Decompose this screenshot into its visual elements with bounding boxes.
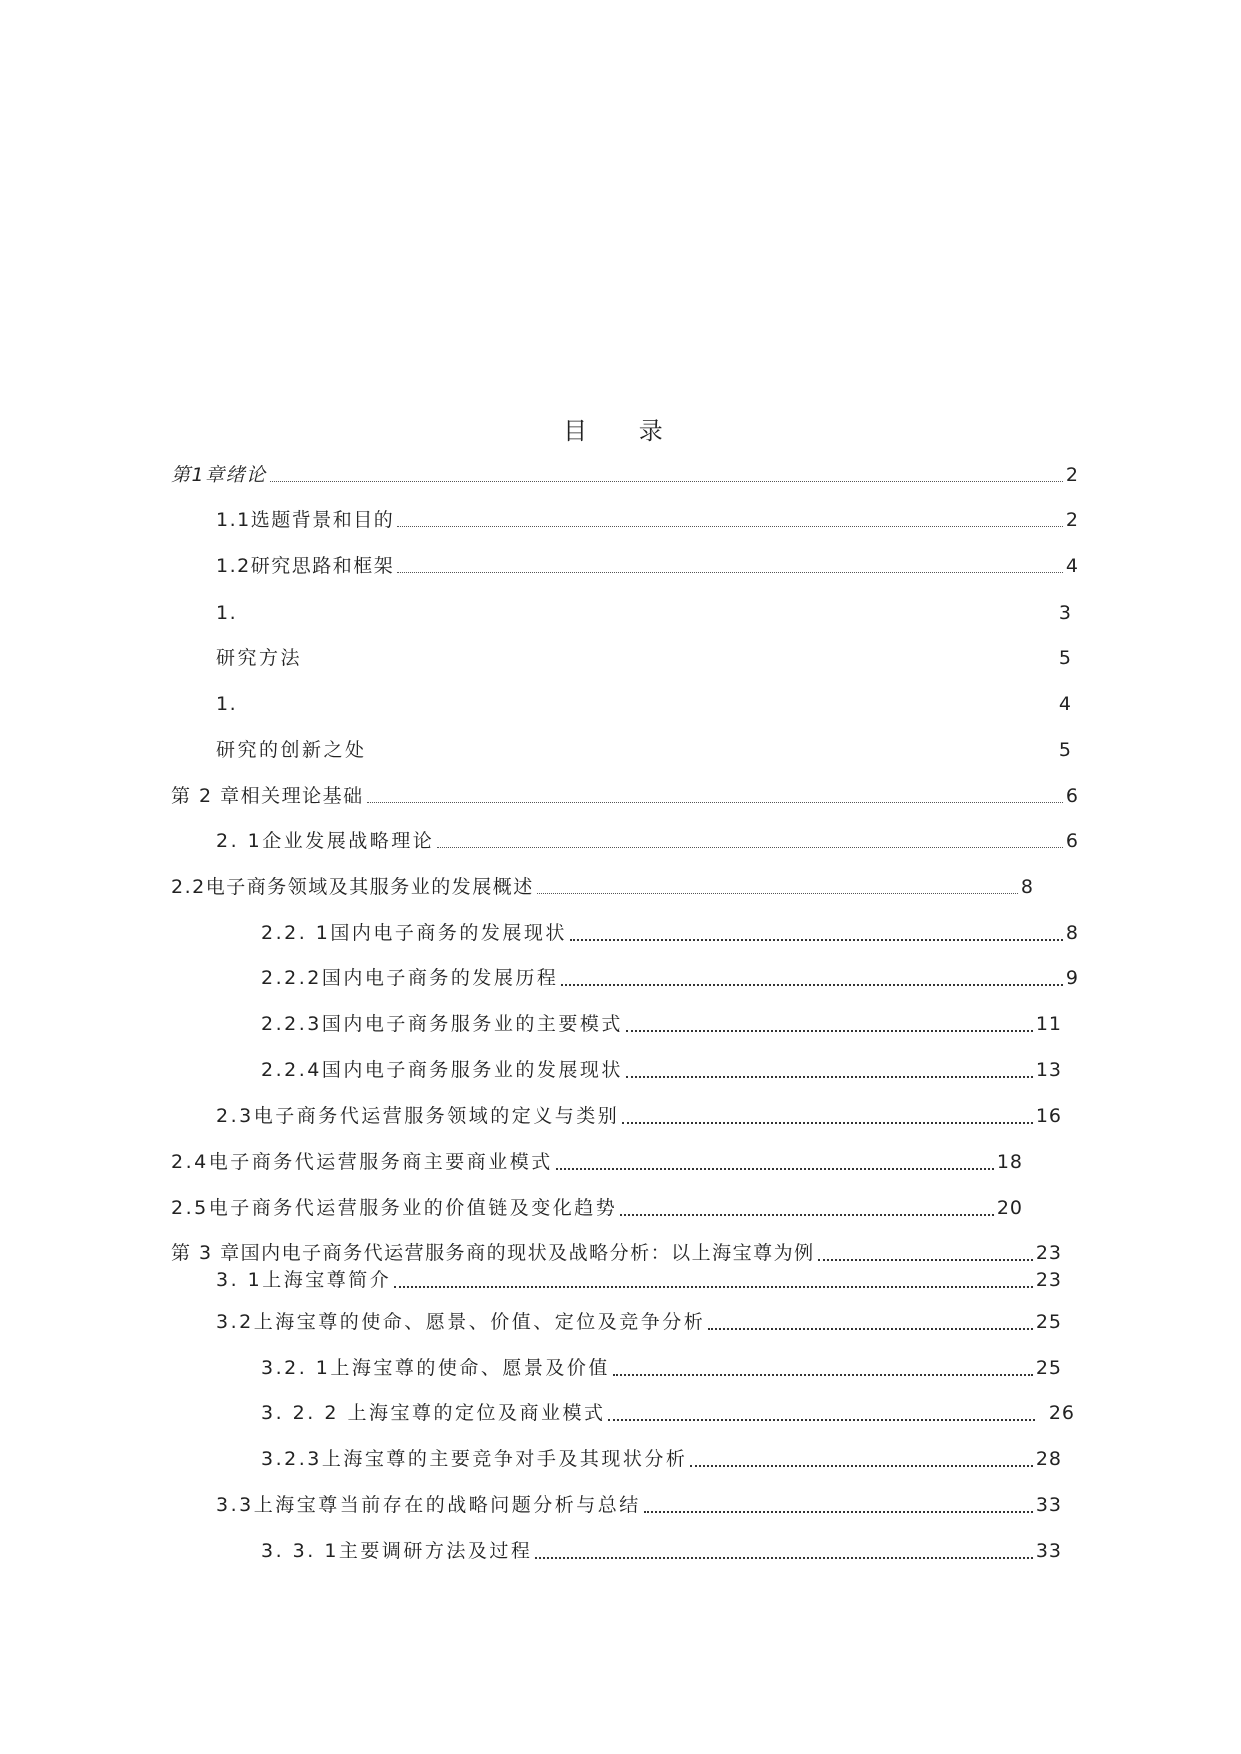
toc-entry <box>261 964 1079 992</box>
toc-dot-leader <box>394 1285 1033 1288</box>
toc-entry <box>171 1148 1023 1176</box>
toc-dot-leader <box>608 1418 1034 1421</box>
toc-page-number: 4 <box>1058 693 1072 715</box>
toc-dot-leader <box>644 1510 1033 1513</box>
toc-page-number: 6 <box>1065 830 1079 852</box>
toc-page-number: 2 <box>1065 464 1079 486</box>
toc-dot-leader <box>270 480 1063 482</box>
toc-dot-leader <box>708 1327 1033 1330</box>
toc-entry-text: 2.5电子商务代运营服务业的价值链及变化趋势 <box>171 1197 618 1219</box>
toc-dot-leader <box>613 1373 1033 1376</box>
toc-entry <box>171 1194 1023 1222</box>
toc-page-number: 2 <box>1065 509 1079 531</box>
toc-entry <box>171 873 1034 901</box>
toc-page-number: 25 <box>1035 1311 1062 1333</box>
toc-dot-leader <box>626 1029 1033 1032</box>
toc-entry-text: 第1章绪论 <box>171 464 267 486</box>
toc-entry-text: 2.2.3国内电子商务服务业的主要模式 <box>261 1013 623 1035</box>
toc-entry <box>216 599 1072 627</box>
toc-entry <box>171 782 1079 810</box>
toc-page-number: 13 <box>1035 1059 1062 1081</box>
toc-dot-leader <box>818 1258 1033 1261</box>
toc-entry <box>261 1399 1075 1427</box>
toc-entry <box>216 552 1079 580</box>
toc-entry-text: 1. <box>216 602 238 624</box>
toc-dot-leader <box>622 1121 1033 1124</box>
toc-entry <box>216 827 1079 855</box>
toc-page-number: 8 <box>1020 876 1034 898</box>
toc-entry <box>261 1537 1062 1565</box>
toc-entry-text: 2. 1企业发展战略理论 <box>216 830 435 852</box>
toc-entry <box>261 1056 1062 1084</box>
toc-entry-text: 3. 1上海宝尊简介 <box>216 1269 392 1291</box>
toc-dot-leader <box>367 801 1063 803</box>
toc-page-number: 16 <box>1035 1105 1062 1127</box>
toc-entry <box>216 1308 1062 1336</box>
toc-entry <box>216 736 1072 764</box>
toc-entry <box>216 1102 1062 1130</box>
toc-entry-text: 1.1选题背景和目的 <box>216 509 395 531</box>
toc-entry <box>261 1354 1062 1382</box>
toc-entry <box>216 1266 1062 1294</box>
toc-page-number: 28 <box>1035 1448 1062 1470</box>
toc-entry <box>261 919 1079 947</box>
toc-entry-text: 1. <box>216 693 238 715</box>
toc-page-number: 33 <box>1035 1540 1062 1562</box>
toc-entry <box>216 1491 1062 1519</box>
toc-page-number: 25 <box>1035 1357 1062 1379</box>
toc-entry-text: 3.2. 1上海宝尊的使命、愿景及价值 <box>261 1357 610 1379</box>
toc-dot-leader <box>537 892 1018 894</box>
toc-entry <box>216 690 1072 718</box>
toc-entry-text: 2.2.4国内电子商务服务业的发展现状 <box>261 1059 623 1081</box>
toc-entry-text: 1.2研究思路和框架 <box>216 555 395 577</box>
toc-dot-leader <box>556 1167 994 1170</box>
toc-entry-text: 2.2.2国内电子商务的发展历程 <box>261 967 559 989</box>
toc-page-number: 20 <box>996 1197 1023 1219</box>
toc-entry-text: 3.2上海宝尊的使命、愿景、价值、定位及竞争分析 <box>216 1311 706 1333</box>
toc-page-number: 33 <box>1035 1494 1062 1516</box>
toc-entry <box>261 1445 1062 1473</box>
toc-dot-leader <box>397 571 1063 573</box>
toc-dot-leader <box>437 846 1063 848</box>
toc-dot-leader <box>690 1464 1032 1467</box>
toc-page-number: 23 <box>1035 1269 1062 1291</box>
toc-entry-text: 2.2. 1国内电子商务的发展现状 <box>261 922 567 944</box>
toc-entry-text: 3. 2. 2 上海宝尊的定位及商业模式 <box>261 1402 606 1424</box>
toc-entry-text: 第 2 章相关理论基础 <box>171 785 364 807</box>
toc-entry-text: 3. 3. 1主要调研方法及过程 <box>261 1540 533 1562</box>
toc-dot-leader <box>561 983 1063 986</box>
toc-page-number: 26 <box>1048 1402 1075 1424</box>
toc-entry <box>171 1239 1062 1267</box>
toc-entry-text: 3.3上海宝尊当前存在的战略问题分析与总结 <box>216 1494 641 1516</box>
toc-page-number: 9 <box>1065 967 1079 989</box>
toc-entry-text: 2.2电子商务领域及其服务业的发展概述 <box>171 876 534 898</box>
toc-entry <box>171 461 1079 489</box>
toc-page-number: 23 <box>1035 1242 1062 1264</box>
toc-entry-text: 2.4电子商务代运营服务商主要商业模式 <box>171 1151 553 1173</box>
toc-dot-leader <box>620 1213 994 1216</box>
toc-page-number: 3 <box>1058 602 1072 624</box>
toc-dot-leader <box>570 938 1063 941</box>
toc-dot-leader <box>535 1556 1032 1559</box>
toc-entry-text: 研究方法 <box>216 647 303 669</box>
toc-dot-leader <box>626 1075 1033 1078</box>
toc-page-number: 8 <box>1065 922 1079 944</box>
toc-entry-text: 研究的创新之处 <box>216 739 367 761</box>
toc-page-number: 18 <box>996 1151 1023 1173</box>
toc-page-number: 6 <box>1065 785 1079 807</box>
toc-page-number: 11 <box>1035 1013 1062 1035</box>
toc-title: 目 录 <box>563 417 685 445</box>
toc-entry-text: 2.3电子商务代运营服务领域的定义与类别 <box>216 1105 620 1127</box>
toc-entry <box>216 644 1072 672</box>
toc-entry-text: 3.2.3上海宝尊的主要竞争对手及其现状分析 <box>261 1448 688 1470</box>
toc-page-number: 5 <box>1058 739 1072 761</box>
toc-page-number: 5 <box>1058 647 1072 669</box>
toc-entry <box>261 1010 1062 1038</box>
toc-entry-text: 第 3 章国内电子商务代运营服务商的现状及战略分析：以上海宝尊为例 <box>171 1242 815 1264</box>
toc-entry <box>216 506 1079 534</box>
toc-dot-leader <box>397 525 1063 527</box>
toc-page-number: 4 <box>1065 555 1079 577</box>
